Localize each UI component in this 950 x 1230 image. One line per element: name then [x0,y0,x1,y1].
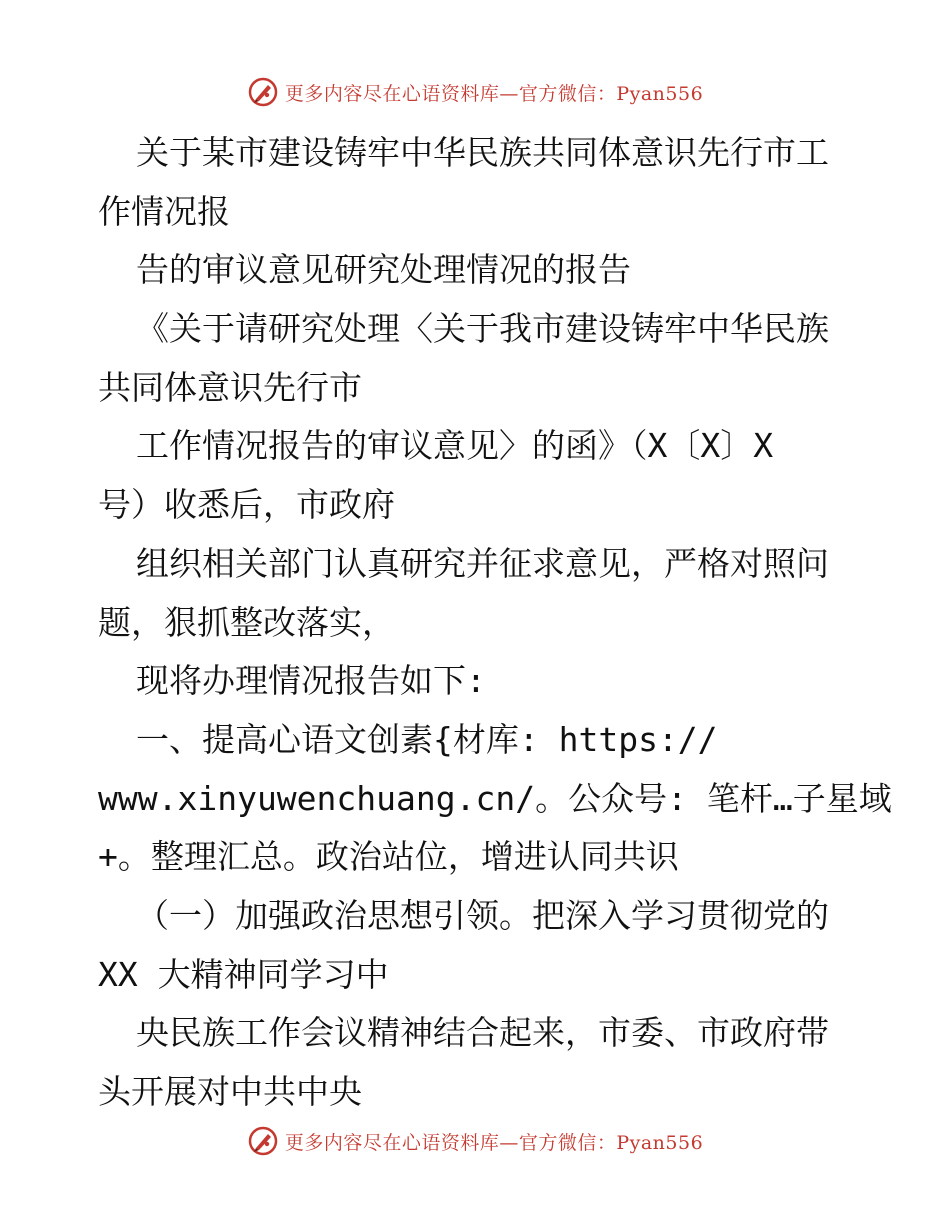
document-line: 号）收悉后，市政府 [98,485,395,525]
header-banner-text: 更多内容尽在心语资料库—官方微信：Pyan556 [284,82,704,105]
document-line: 《关于请研究处理〈关于我市建设铸牢中华民族 [136,309,829,349]
document-line: 共同体意识先行市 [98,367,362,407]
document-body [98,124,892,1122]
pen-logo-icon [247,1125,279,1157]
document-line: 组织相关部门认真研究并征求意见，严格对照问 [136,543,829,583]
pen-logo-icon [247,76,279,108]
document-line: +。整理汇总。政治站位，增进认同共识 [98,837,679,877]
document-line: 作情况报 [98,191,230,231]
document-line: 题，狠抓整改落实， [98,602,395,642]
document-line: 告的审议意见研究处理情况的报告 [136,250,631,290]
footer-banner-text: 更多内容尽在心语资料库—官方微信：Pyan556 [284,1131,704,1154]
document-line: www.xinyuwenchuang.cn/。公众号: 笔杆…子星域 [98,778,892,818]
document-line: 央民族工作会议精神结合起来，市委、市政府带 [136,1013,829,1053]
document-line: 一、提高心语文创素{材库: https:// [136,719,718,759]
document-line: （一）加强政治思想引领。把深入学习贯彻党的 [136,895,829,935]
header-banner [0,72,950,112]
document-line: 关于某市建设铸牢中华民族共同体意识先行市工 [136,133,829,172]
footer-banner [0,1121,950,1161]
document-line: XX 大精神同学习中 [98,954,389,994]
document-line: 头开展对中共中央 [98,1072,362,1111]
document-line: 工作情况报告的审议意见〉的函》（X〔X〕X [136,426,774,466]
document-line: 现将办理情况报告如下: [136,661,486,701]
